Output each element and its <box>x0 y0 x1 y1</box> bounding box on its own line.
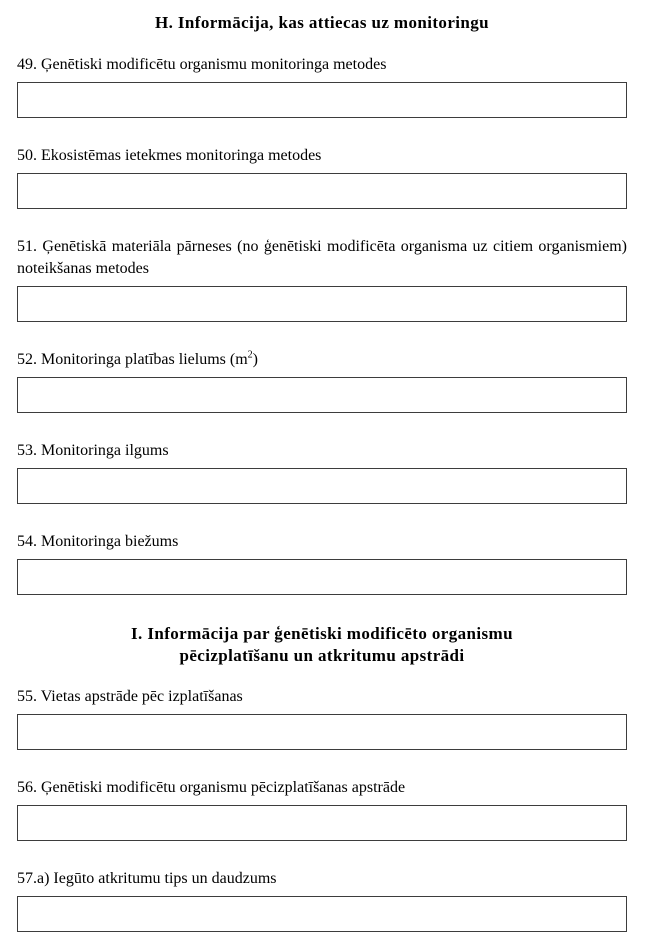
superscript-2: 2 <box>247 349 253 361</box>
question-label-56: 56. Ģenētiski modificētu organismu pēcizplatīšanas apstrāde <box>17 779 406 796</box>
answer-box-52[interactable] <box>17 377 627 413</box>
question-label-49: 49. Ģenētiski modificētu organismu monitoringa metodes <box>17 56 387 73</box>
section-h-heading-line: H. Informācija, kas attiecas uz monitoringu <box>154 13 490 32</box>
question-label-50: 50. Ekosistēmas ietekmes monitoringa metodes <box>17 147 322 164</box>
answer-box-50[interactable] <box>17 173 627 209</box>
answer-box-49[interactable] <box>17 82 627 118</box>
question-label-51: 51. Ģenētiskā materiāla pārneses (no ģenētiski modificēta organisma uz citiem organismiem) noteikšanas metodes <box>17 238 627 277</box>
answer-box-55[interactable] <box>17 714 627 750</box>
section-h-heading <box>17 12 627 34</box>
section-i-heading-line-1: I. Informācija par ģenētiski modificēto organismu <box>131 624 513 643</box>
question-label-52 <box>17 349 627 371</box>
answer-box-57a[interactable] <box>17 896 627 932</box>
question-label-52-text: 52. Monitoringa platības lielums (m <box>17 351 248 368</box>
answer-box-56[interactable] <box>17 805 627 841</box>
question-label-53: 53. Monitoringa ilgums <box>17 442 169 459</box>
question-label-54: 54. Monitoringa biežums <box>17 533 179 550</box>
answer-box-53[interactable] <box>17 468 627 504</box>
question-label-57a: 57.a) Iegūto atkritumu tips un daudzums <box>17 870 277 887</box>
question-label-55: 55. Vietas apstrāde pēc izplatīšanas <box>17 688 243 705</box>
section-i-heading-line-2: pēcizplatīšanu un atkritumu apstrādi <box>179 646 465 665</box>
answer-box-51[interactable] <box>17 286 627 322</box>
answer-box-54[interactable] <box>17 559 627 595</box>
question-label-52-text-after: ) <box>252 351 258 368</box>
section-i-heading <box>17 623 627 667</box>
